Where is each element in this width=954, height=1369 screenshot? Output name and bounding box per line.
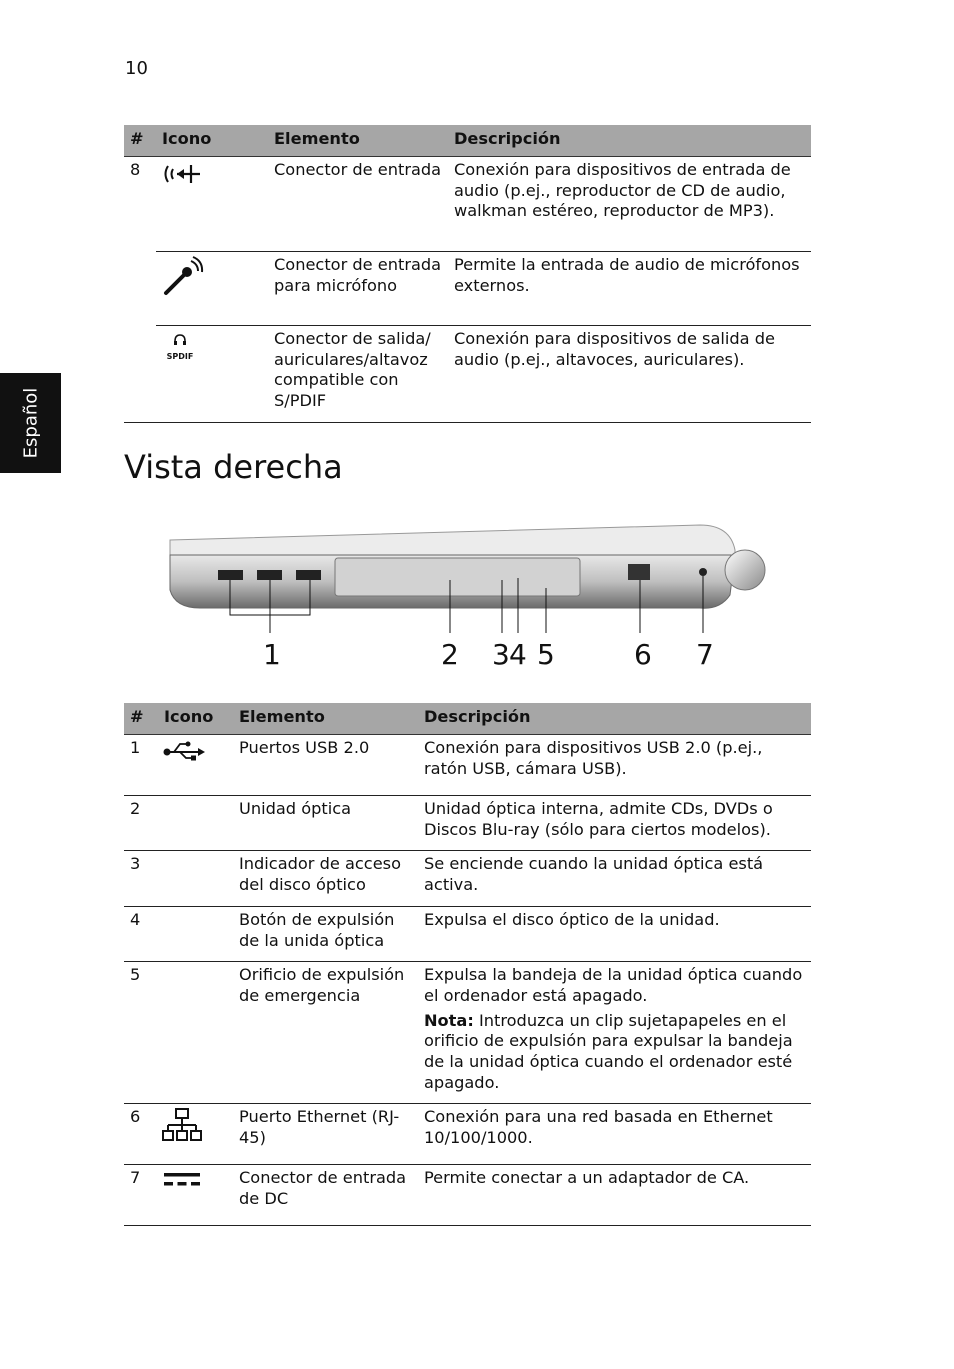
page-number: 10 bbox=[125, 58, 148, 79]
headphone-icon bbox=[172, 334, 188, 346]
row-num: 2 bbox=[124, 796, 158, 851]
dc-in-icon bbox=[162, 1168, 202, 1192]
row-icon bbox=[156, 157, 268, 252]
row-icon bbox=[158, 851, 233, 906]
row-icon bbox=[158, 962, 233, 1104]
callout-1: 1 bbox=[263, 638, 281, 671]
callout-6: 6 bbox=[634, 638, 652, 671]
row-description: Expulsa el disco óptico de la unidad. bbox=[418, 906, 811, 961]
spdif-label: SPDIF bbox=[166, 351, 194, 361]
optical-drive-bay bbox=[335, 558, 580, 596]
row-element: Puertos USB 2.0 bbox=[233, 735, 418, 796]
right-view-table bbox=[124, 703, 811, 1226]
row-description: Conexión para una red basada en Ethernet 10/100/1000. bbox=[418, 1104, 811, 1165]
row-icon bbox=[156, 252, 268, 326]
language-side-tab bbox=[0, 373, 61, 473]
dc-in-port bbox=[699, 568, 707, 576]
row-element: Conector de entrada bbox=[268, 157, 448, 252]
header-element: Elemento bbox=[233, 703, 418, 735]
right-view-diagram bbox=[160, 520, 780, 680]
section-title: Vista derecha bbox=[124, 448, 343, 486]
table-row bbox=[124, 962, 811, 1104]
row-icon bbox=[158, 1104, 233, 1165]
table-header-row bbox=[124, 125, 811, 157]
row-element: Conector de salida/ auriculares/altavoz compatible con S/PDIF bbox=[268, 326, 448, 423]
table-row bbox=[124, 326, 811, 423]
row-element: Puerto Ethernet (RJ-45) bbox=[233, 1104, 418, 1165]
row-description: Se enciende cuando la unidad óptica está activa. bbox=[418, 851, 811, 906]
hinge bbox=[725, 550, 765, 590]
row-description: Unidad óptica interna, admite CDs, DVDs o Discos Blu-ray (sólo para ciertos modelos). bbox=[418, 796, 811, 851]
table-row bbox=[124, 1165, 811, 1226]
usb-icon bbox=[162, 738, 206, 762]
microphone-icon bbox=[160, 255, 204, 299]
table-row bbox=[124, 851, 811, 906]
header-icon: Icono bbox=[158, 703, 233, 735]
callout-4: 4 bbox=[509, 638, 527, 671]
row-element: Indicador de acceso del disco óptico bbox=[233, 851, 418, 906]
table-row bbox=[124, 735, 811, 796]
ethernet-port bbox=[628, 564, 650, 580]
row-element: Conector de entrada para micrófono bbox=[268, 252, 448, 326]
table-header-row bbox=[124, 703, 811, 735]
row-description: Expulsa la bandeja de la unidad óptica cuando el ordenador está apagado. bbox=[424, 965, 803, 1005]
row-element: Conector de entrada de DC bbox=[233, 1165, 418, 1226]
row-num: 4 bbox=[124, 906, 158, 961]
row-description: Conexión para dispositivos de salida de audio (p.ej., altavoces, auriculares). bbox=[448, 326, 811, 423]
note-text: Introduzca un clip sujetapapeles en el orificio de expulsión para expulsar la bandeja de la unidad óptica cuando el ordenador esté apagado. bbox=[424, 1010, 793, 1092]
line-in-icon bbox=[160, 160, 204, 190]
ethernet-icon bbox=[162, 1107, 202, 1143]
header-icon: Icono bbox=[156, 125, 268, 157]
row-icon bbox=[156, 326, 268, 423]
row-element: Orificio de expulsión de emergencia bbox=[233, 962, 418, 1104]
audio-ports-table bbox=[124, 125, 811, 423]
usb-port-2 bbox=[257, 570, 282, 580]
row-num bbox=[124, 326, 156, 423]
row-num bbox=[124, 252, 156, 326]
callout-3: 3 bbox=[492, 638, 510, 671]
row-num: 1 bbox=[124, 735, 158, 796]
row-num: 5 bbox=[124, 962, 158, 1104]
header-element: Elemento bbox=[268, 125, 448, 157]
row-icon bbox=[158, 735, 233, 796]
row-description: Conexión para dispositivos USB 2.0 (p.ej., ratón USB, cámara USB). bbox=[418, 735, 811, 796]
callout-2: 2 bbox=[441, 638, 459, 671]
row-description: Permite conectar a un adaptador de CA. bbox=[418, 1165, 811, 1226]
row-num: 8 bbox=[130, 160, 141, 179]
row-num: 6 bbox=[124, 1104, 158, 1165]
row-num: 7 bbox=[124, 1165, 158, 1226]
usb-port-1 bbox=[218, 570, 243, 580]
row-description-cell bbox=[418, 962, 811, 1104]
table-row bbox=[124, 1104, 811, 1165]
note-label: Nota: bbox=[424, 1010, 474, 1030]
header-description: Descripción bbox=[418, 703, 811, 735]
usb-port-3 bbox=[296, 570, 321, 580]
header-description: Descripción bbox=[448, 125, 811, 157]
header-num: # bbox=[124, 703, 158, 735]
table-row bbox=[124, 252, 811, 326]
row-element: Botón de expulsión de la unida óptica bbox=[233, 906, 418, 961]
callout-5: 5 bbox=[537, 638, 555, 671]
row-note bbox=[424, 1011, 805, 1094]
table-row bbox=[124, 796, 811, 851]
row-icon bbox=[158, 906, 233, 961]
laptop-lid bbox=[170, 525, 735, 555]
row-description: Permite la entrada de audio de micrófonos externos. bbox=[448, 252, 811, 326]
table-row bbox=[124, 906, 811, 961]
side-tab-label: Español bbox=[20, 387, 41, 459]
headphone-spdif-icon bbox=[160, 329, 200, 361]
row-element: Unidad óptica bbox=[233, 796, 418, 851]
row-num: 3 bbox=[124, 851, 158, 906]
row-icon bbox=[158, 1165, 233, 1226]
row-icon bbox=[158, 796, 233, 851]
callout-7: 7 bbox=[696, 638, 714, 671]
header-num: # bbox=[124, 125, 156, 157]
table-row bbox=[124, 157, 811, 252]
row-description: Conexión para dispositivos de entrada de audio (p.ej., reproductor de CD de audio, walkman estéreo, reproductor de MP3). bbox=[448, 157, 811, 252]
